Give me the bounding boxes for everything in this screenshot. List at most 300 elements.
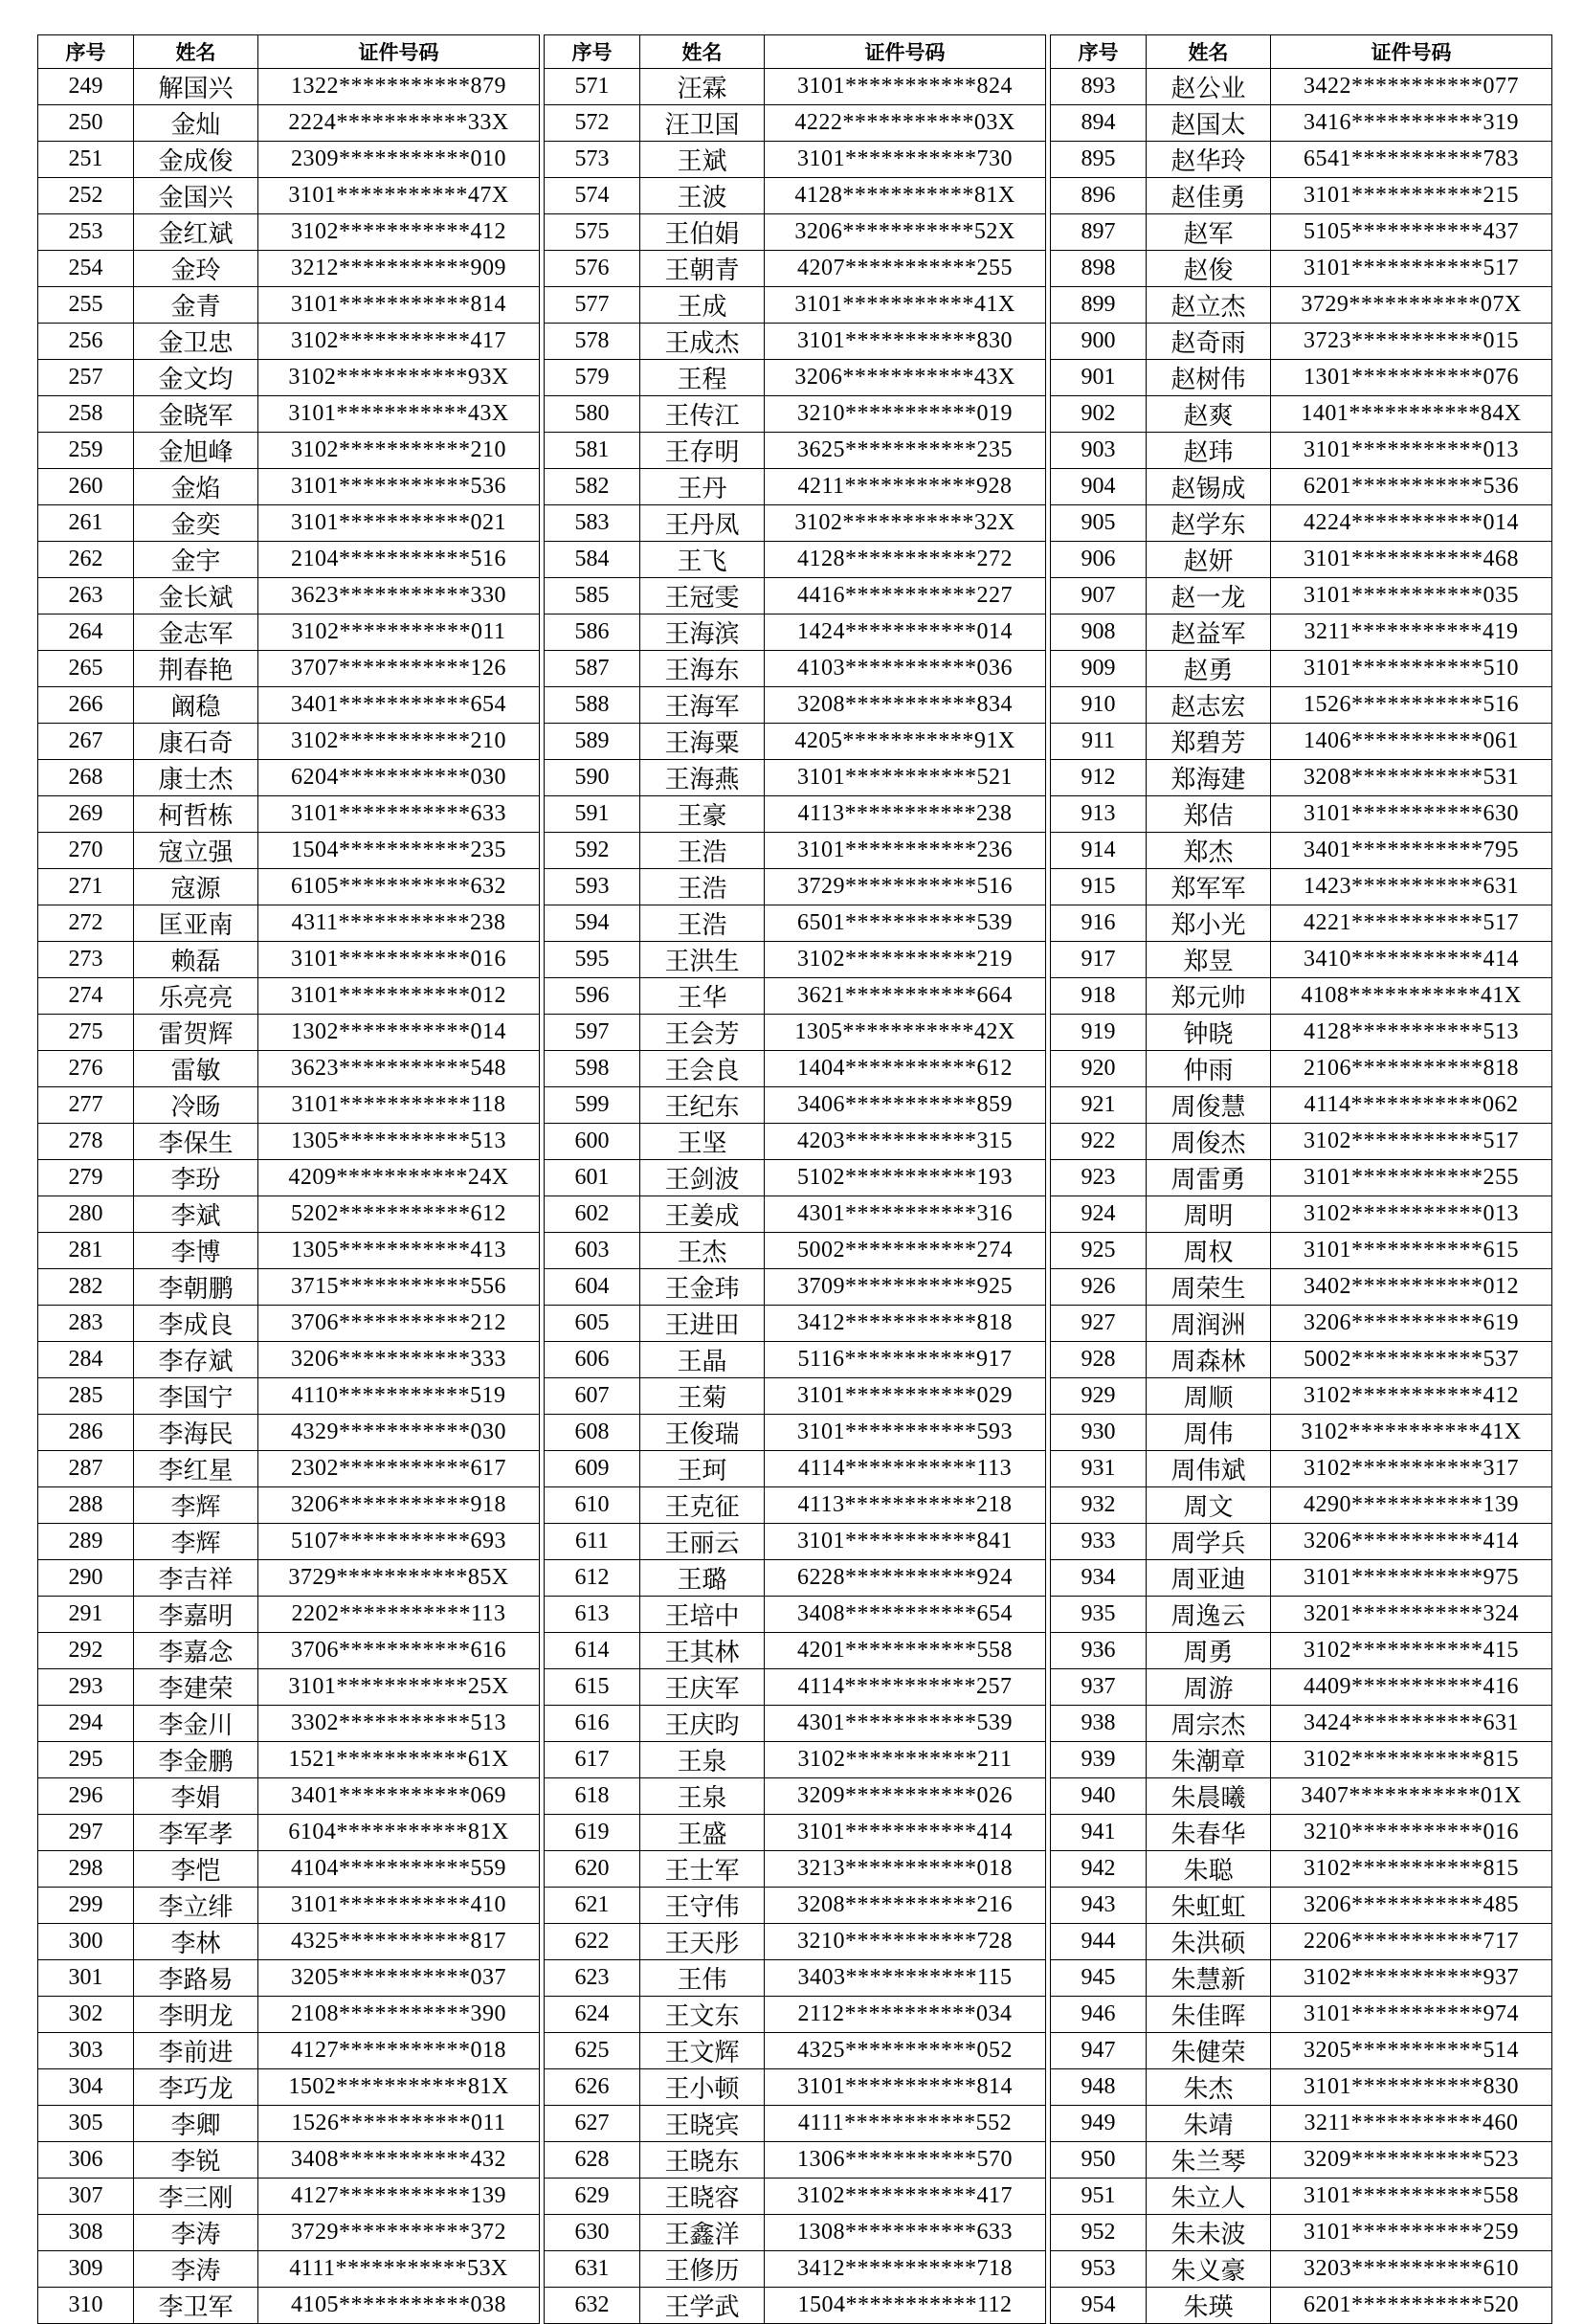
serial-number-cell: 250 xyxy=(38,105,134,142)
id-number-cell: 3101***********021 xyxy=(258,505,540,542)
table-row xyxy=(38,2251,540,2288)
table-row xyxy=(545,760,1046,796)
name-cell: 王成 xyxy=(640,287,765,324)
serial-number-cell: 271 xyxy=(38,869,134,905)
serial-number-cell: 944 xyxy=(1051,1924,1147,1960)
name-cell: 寇源 xyxy=(134,869,258,905)
serial-number-cell: 277 xyxy=(38,1087,134,1124)
table-row xyxy=(38,1888,540,1924)
serial-number-cell: 923 xyxy=(1051,1160,1147,1196)
header-serial-number: 序号 xyxy=(545,35,640,69)
id-number-cell: 4211***********928 xyxy=(765,469,1046,505)
name-cell: 赵公业 xyxy=(1147,69,1271,105)
id-number-cell: 3206***********918 xyxy=(258,1487,540,1524)
id-number-cell: 4301***********316 xyxy=(765,1196,1046,1233)
id-number-cell: 3101***********016 xyxy=(258,942,540,978)
table-row xyxy=(545,1487,1046,1524)
header-name: 姓名 xyxy=(1147,35,1271,69)
id-number-cell: 1502***********81X xyxy=(258,2069,540,2106)
name-cell: 王珂 xyxy=(640,1451,765,1487)
name-cell: 王海粟 xyxy=(640,724,765,760)
name-cell: 荆春艳 xyxy=(134,651,258,687)
serial-number-cell: 924 xyxy=(1051,1196,1147,1233)
serial-number-cell: 257 xyxy=(38,360,134,396)
name-cell: 匡亚南 xyxy=(134,905,258,942)
name-cell: 周权 xyxy=(1147,1233,1271,1269)
name-cell: 王盛 xyxy=(640,1815,765,1851)
serial-number-cell: 934 xyxy=(1051,1560,1147,1597)
table-row xyxy=(545,1669,1046,1706)
id-number-cell: 3210***********016 xyxy=(1271,1815,1552,1851)
serial-number-cell: 619 xyxy=(545,1815,640,1851)
id-number-cell: 4128***********272 xyxy=(765,542,1046,578)
name-cell: 王克征 xyxy=(640,1487,765,1524)
table-row xyxy=(1051,833,1552,869)
table-row xyxy=(1051,1778,1552,1815)
id-number-cell: 3102***********93X xyxy=(258,360,540,396)
id-number-cell: 3101***********730 xyxy=(765,142,1046,178)
serial-number-cell: 595 xyxy=(545,942,640,978)
serial-number-cell: 931 xyxy=(1051,1451,1147,1487)
table-row xyxy=(1051,1015,1552,1051)
serial-number-cell: 259 xyxy=(38,433,134,469)
id-number-cell: 3723***********015 xyxy=(1271,324,1552,360)
id-number-cell: 3401***********069 xyxy=(258,1778,540,1815)
name-cell: 赵勇 xyxy=(1147,651,1271,687)
id-number-cell: 4207***********255 xyxy=(765,251,1046,287)
name-cell: 李辉 xyxy=(134,1487,258,1524)
table-row xyxy=(38,287,540,324)
table-row xyxy=(1051,69,1552,105)
id-number-cell: 6501***********539 xyxy=(765,905,1046,942)
name-cell: 王伟 xyxy=(640,1960,765,1997)
name-cell: 朱洪硕 xyxy=(1147,1924,1271,1960)
table-row xyxy=(1051,1560,1552,1597)
name-cell: 解国兴 xyxy=(134,69,258,105)
header-name: 姓名 xyxy=(134,35,258,69)
name-cell: 李斌 xyxy=(134,1196,258,1233)
id-number-cell: 3101***********035 xyxy=(1271,578,1552,615)
table-row xyxy=(545,651,1046,687)
id-number-cell: 4103***********036 xyxy=(765,651,1046,687)
id-number-cell: 1526***********011 xyxy=(258,2106,540,2142)
serial-number-cell: 291 xyxy=(38,1597,134,1633)
serial-number-cell: 597 xyxy=(545,1015,640,1051)
id-number-cell: 1406***********061 xyxy=(1271,724,1552,760)
name-cell: 王庆昀 xyxy=(640,1706,765,1742)
table-row xyxy=(1051,615,1552,651)
serial-number-cell: 307 xyxy=(38,2179,134,2215)
table-row xyxy=(38,2142,540,2179)
id-number-cell: 3412***********818 xyxy=(765,1306,1046,1342)
serial-number-cell: 624 xyxy=(545,1997,640,2033)
table-row xyxy=(1051,1669,1552,1706)
serial-number-cell: 588 xyxy=(545,687,640,724)
table-row xyxy=(38,2106,540,2142)
table-row xyxy=(38,1851,540,1888)
name-cell: 李存斌 xyxy=(134,1342,258,1378)
serial-number-cell: 604 xyxy=(545,1269,640,1306)
name-cell: 郑海建 xyxy=(1147,760,1271,796)
serial-number-cell: 583 xyxy=(545,505,640,542)
id-number-cell: 3101***********118 xyxy=(258,1087,540,1124)
name-cell: 王伯娟 xyxy=(640,214,765,251)
id-number-cell: 2302***********617 xyxy=(258,1451,540,1487)
table-row xyxy=(545,615,1046,651)
name-cell: 金长斌 xyxy=(134,578,258,615)
name-cell: 王姜成 xyxy=(640,1196,765,1233)
name-cell: 郑元帅 xyxy=(1147,978,1271,1015)
serial-number-cell: 589 xyxy=(545,724,640,760)
table-row xyxy=(545,833,1046,869)
table-row xyxy=(545,2288,1046,2324)
name-cell: 汪卫国 xyxy=(640,105,765,142)
name-cell: 李巧龙 xyxy=(134,2069,258,2106)
table-row xyxy=(545,1960,1046,1997)
name-cell: 赵俊 xyxy=(1147,251,1271,287)
id-number-cell: 1424***********014 xyxy=(765,615,1046,651)
id-number-cell: 2206***********717 xyxy=(1271,1924,1552,1960)
table-row xyxy=(1051,905,1552,942)
table-row xyxy=(38,433,540,469)
id-number-cell: 3623***********548 xyxy=(258,1051,540,1087)
name-cell: 李嘉明 xyxy=(134,1597,258,1633)
table-row xyxy=(545,2106,1046,2142)
table-row xyxy=(1051,2106,1552,2142)
table-row xyxy=(38,1924,540,1960)
id-number-cell: 3102***********011 xyxy=(258,615,540,651)
table-row xyxy=(1051,324,1552,360)
table-row xyxy=(38,687,540,724)
serial-number-cell: 579 xyxy=(545,360,640,396)
id-number-cell: 3729***********516 xyxy=(765,869,1046,905)
table-row xyxy=(1051,1960,1552,1997)
table-row xyxy=(1051,1051,1552,1087)
table-row xyxy=(545,905,1046,942)
roster-table-1 xyxy=(37,34,540,2324)
id-number-cell: 3101***********013 xyxy=(1271,433,1552,469)
id-number-cell: 3101***********41X xyxy=(765,287,1046,324)
table-row xyxy=(545,1742,1046,1778)
name-cell: 朱潮章 xyxy=(1147,1742,1271,1778)
name-cell: 金灿 xyxy=(134,105,258,142)
table-row xyxy=(1051,1524,1552,1560)
table-row xyxy=(545,1778,1046,1815)
serial-number-cell: 614 xyxy=(545,1633,640,1669)
table-row xyxy=(545,2069,1046,2106)
name-cell: 金红斌 xyxy=(134,214,258,251)
table-row xyxy=(545,214,1046,251)
id-number-cell: 3416***********319 xyxy=(1271,105,1552,142)
table-row xyxy=(38,1960,540,1997)
name-cell: 王朝青 xyxy=(640,251,765,287)
serial-number-cell: 628 xyxy=(545,2142,640,2179)
table-row xyxy=(1051,251,1552,287)
serial-number-cell: 631 xyxy=(545,2251,640,2288)
id-number-cell: 5105***********437 xyxy=(1271,214,1552,251)
roster-columns xyxy=(37,34,1550,2324)
serial-number-cell: 587 xyxy=(545,651,640,687)
table-row xyxy=(1051,1633,1552,1669)
name-cell: 朱健荣 xyxy=(1147,2033,1271,2069)
name-cell: 金奕 xyxy=(134,505,258,542)
serial-number-cell: 264 xyxy=(38,615,134,651)
id-number-cell: 4113***********238 xyxy=(765,796,1046,833)
serial-number-cell: 627 xyxy=(545,2106,640,2142)
table-row xyxy=(1051,2251,1552,2288)
serial-number-cell: 932 xyxy=(1051,1487,1147,1524)
roster-table-2 xyxy=(544,34,1046,2324)
id-number-cell: 6201***********520 xyxy=(1271,2288,1552,2324)
id-number-cell: 3101***********410 xyxy=(258,1888,540,1924)
name-cell: 朱聪 xyxy=(1147,1851,1271,1888)
serial-number-cell: 593 xyxy=(545,869,640,905)
serial-number-cell: 300 xyxy=(38,1924,134,1960)
name-cell: 金焰 xyxy=(134,469,258,505)
id-number-cell: 3102***********417 xyxy=(258,324,540,360)
serial-number-cell: 580 xyxy=(545,396,640,433)
serial-number-cell: 275 xyxy=(38,1015,134,1051)
serial-number-cell: 922 xyxy=(1051,1124,1147,1160)
name-cell: 周森林 xyxy=(1147,1342,1271,1378)
name-cell: 王进田 xyxy=(640,1306,765,1342)
serial-number-cell: 613 xyxy=(545,1597,640,1633)
serial-number-cell: 309 xyxy=(38,2251,134,2288)
id-number-cell: 3101***********43X xyxy=(258,396,540,433)
serial-number-cell: 946 xyxy=(1051,1997,1147,2033)
id-number-cell: 3210***********019 xyxy=(765,396,1046,433)
serial-number-cell: 599 xyxy=(545,1087,640,1124)
name-cell: 王天彤 xyxy=(640,1924,765,1960)
name-cell: 周俊杰 xyxy=(1147,1124,1271,1160)
table-row xyxy=(545,1560,1046,1597)
name-cell: 金晓军 xyxy=(134,396,258,433)
name-cell: 李玢 xyxy=(134,1160,258,1196)
name-cell: 赵树伟 xyxy=(1147,360,1271,396)
serial-number-cell: 914 xyxy=(1051,833,1147,869)
serial-number-cell: 573 xyxy=(545,142,640,178)
name-cell: 金宇 xyxy=(134,542,258,578)
name-cell: 赵一龙 xyxy=(1147,578,1271,615)
name-cell: 王其林 xyxy=(640,1633,765,1669)
id-number-cell: 3422***********077 xyxy=(1271,69,1552,105)
serial-number-cell: 949 xyxy=(1051,2106,1147,2142)
serial-number-cell: 917 xyxy=(1051,942,1147,978)
id-number-cell: 3102***********210 xyxy=(258,433,540,469)
name-cell: 王晓东 xyxy=(640,2142,765,2179)
name-cell: 王菊 xyxy=(640,1378,765,1415)
table-row xyxy=(545,1160,1046,1196)
id-number-cell: 3101***********841 xyxy=(765,1524,1046,1560)
serial-number-cell: 611 xyxy=(545,1524,640,1560)
name-cell: 郑碧芳 xyxy=(1147,724,1271,760)
serial-number-cell: 900 xyxy=(1051,324,1147,360)
id-number-cell: 3206***********485 xyxy=(1271,1888,1552,1924)
serial-number-cell: 898 xyxy=(1051,251,1147,287)
id-number-cell: 1504***********235 xyxy=(258,833,540,869)
serial-number-cell: 301 xyxy=(38,1960,134,1997)
name-cell: 王海东 xyxy=(640,651,765,687)
serial-number-cell: 948 xyxy=(1051,2069,1147,2106)
serial-number-cell: 630 xyxy=(545,2215,640,2251)
name-cell: 王修历 xyxy=(640,2251,765,2288)
table-row xyxy=(1051,396,1552,433)
serial-number-cell: 902 xyxy=(1051,396,1147,433)
table-row xyxy=(545,1815,1046,1851)
serial-number-cell: 256 xyxy=(38,324,134,360)
serial-number-cell: 298 xyxy=(38,1851,134,1888)
table-row xyxy=(545,396,1046,433)
serial-number-cell: 953 xyxy=(1051,2251,1147,2288)
serial-number-cell: 254 xyxy=(38,251,134,287)
table-row xyxy=(545,324,1046,360)
serial-number-cell: 263 xyxy=(38,578,134,615)
table-row xyxy=(1051,1306,1552,1342)
id-number-cell: 2112***********034 xyxy=(765,1997,1046,2033)
table-row xyxy=(545,2215,1046,2251)
serial-number-cell: 928 xyxy=(1051,1342,1147,1378)
id-number-cell: 3101***********615 xyxy=(1271,1233,1552,1269)
name-cell: 周伟 xyxy=(1147,1415,1271,1451)
id-number-cell: 3102***********41X xyxy=(1271,1415,1552,1451)
id-number-cell: 1504***********112 xyxy=(765,2288,1046,2324)
table-row xyxy=(38,214,540,251)
id-number-cell: 3101***********814 xyxy=(765,2069,1046,2106)
name-cell: 寇立强 xyxy=(134,833,258,869)
table-row xyxy=(38,1378,540,1415)
id-number-cell: 3101***********029 xyxy=(765,1378,1046,1415)
id-number-cell: 4114***********113 xyxy=(765,1451,1046,1487)
id-number-cell: 3402***********012 xyxy=(1271,1269,1552,1306)
name-cell: 王学武 xyxy=(640,2288,765,2324)
name-cell: 朱立人 xyxy=(1147,2179,1271,2215)
table-row xyxy=(1051,2179,1552,2215)
table-row xyxy=(545,1706,1046,1742)
serial-number-cell: 913 xyxy=(1051,796,1147,833)
serial-number-cell: 950 xyxy=(1051,2142,1147,2179)
table-row xyxy=(545,796,1046,833)
table-row xyxy=(545,1524,1046,1560)
id-number-cell: 2104***********516 xyxy=(258,542,540,578)
id-number-cell: 4128***********513 xyxy=(1271,1015,1552,1051)
id-number-cell: 4128***********81X xyxy=(765,178,1046,214)
id-number-cell: 3101***********47X xyxy=(258,178,540,214)
table-row xyxy=(1051,1924,1552,1960)
table-row xyxy=(545,1196,1046,1233)
table-row xyxy=(38,1269,540,1306)
serial-number-cell: 894 xyxy=(1051,105,1147,142)
id-number-cell: 3623***********330 xyxy=(258,578,540,615)
name-cell: 王浩 xyxy=(640,869,765,905)
id-number-cell: 3201***********324 xyxy=(1271,1597,1552,1633)
id-number-cell: 5002***********537 xyxy=(1271,1342,1552,1378)
name-cell: 王纪东 xyxy=(640,1087,765,1124)
serial-number-cell: 581 xyxy=(545,433,640,469)
serial-number-cell: 936 xyxy=(1051,1633,1147,1669)
id-number-cell: 4222***********03X xyxy=(765,105,1046,142)
serial-number-cell: 249 xyxy=(38,69,134,105)
id-number-cell: 2202***********113 xyxy=(258,1597,540,1633)
id-number-cell: 2224***********33X xyxy=(258,105,540,142)
id-number-cell: 3101***********510 xyxy=(1271,651,1552,687)
name-cell: 李红星 xyxy=(134,1451,258,1487)
header-id-number: 证件号码 xyxy=(258,35,540,69)
id-number-cell: 3102***********415 xyxy=(1271,1633,1552,1669)
table-row xyxy=(38,142,540,178)
name-cell: 李锐 xyxy=(134,2142,258,2179)
table-row xyxy=(545,1888,1046,1924)
serial-number-cell: 952 xyxy=(1051,2215,1147,2251)
id-number-cell: 3101***********814 xyxy=(258,287,540,324)
id-number-cell: 3208***********216 xyxy=(765,1888,1046,1924)
table-row xyxy=(38,615,540,651)
name-cell: 周俊慧 xyxy=(1147,1087,1271,1124)
id-number-cell: 4105***********038 xyxy=(258,2288,540,2324)
table-row xyxy=(38,1524,540,1560)
table-row xyxy=(545,1597,1046,1633)
id-number-cell: 3403***********115 xyxy=(765,1960,1046,1997)
id-number-cell: 4114***********062 xyxy=(1271,1087,1552,1124)
table-row xyxy=(1051,1997,1552,2033)
name-cell: 朱兰琴 xyxy=(1147,2142,1271,2179)
serial-number-cell: 907 xyxy=(1051,578,1147,615)
table-row xyxy=(1051,651,1552,687)
name-cell: 周荣生 xyxy=(1147,1269,1271,1306)
header-row xyxy=(38,35,540,69)
id-number-cell: 3707***********126 xyxy=(258,651,540,687)
id-number-cell: 3208***********531 xyxy=(1271,760,1552,796)
id-number-cell: 2108***********390 xyxy=(258,1997,540,2033)
id-number-cell: 3102***********211 xyxy=(765,1742,1046,1778)
name-cell: 李路易 xyxy=(134,1960,258,1997)
name-cell: 赵佳勇 xyxy=(1147,178,1271,214)
table-row xyxy=(38,1015,540,1051)
serial-number-cell: 590 xyxy=(545,760,640,796)
name-cell: 朱春华 xyxy=(1147,1815,1271,1851)
name-cell: 李立绯 xyxy=(134,1888,258,1924)
table-row xyxy=(545,1851,1046,1888)
name-cell: 王璐 xyxy=(640,1560,765,1597)
table-row xyxy=(1051,1342,1552,1378)
serial-number-cell: 286 xyxy=(38,1415,134,1451)
serial-number-cell: 253 xyxy=(38,214,134,251)
name-cell: 王晓宾 xyxy=(640,2106,765,2142)
id-number-cell: 4113***********218 xyxy=(765,1487,1046,1524)
serial-number-cell: 280 xyxy=(38,1196,134,1233)
table-row xyxy=(38,396,540,433)
serial-number-cell: 602 xyxy=(545,1196,640,1233)
name-cell: 汪霖 xyxy=(640,69,765,105)
serial-number-cell: 571 xyxy=(545,69,640,105)
id-number-cell: 3203***********610 xyxy=(1271,2251,1552,2288)
serial-number-cell: 941 xyxy=(1051,1815,1147,1851)
serial-number-cell: 919 xyxy=(1051,1015,1147,1051)
id-number-cell: 4108***********41X xyxy=(1271,978,1552,1015)
name-cell: 王小顿 xyxy=(640,2069,765,2106)
table-row xyxy=(1051,1160,1552,1196)
serial-number-cell: 622 xyxy=(545,1924,640,1960)
serial-number-cell: 632 xyxy=(545,2288,640,2324)
name-cell: 王庆军 xyxy=(640,1669,765,1706)
table-row xyxy=(545,1269,1046,1306)
id-number-cell: 3101***********824 xyxy=(765,69,1046,105)
table-row xyxy=(545,1233,1046,1269)
id-number-cell: 1404***********612 xyxy=(765,1051,1046,1087)
name-cell: 周游 xyxy=(1147,1669,1271,1706)
name-cell: 王丹 xyxy=(640,469,765,505)
id-number-cell: 3209***********026 xyxy=(765,1778,1046,1815)
id-number-cell: 3205***********514 xyxy=(1271,2033,1552,2069)
